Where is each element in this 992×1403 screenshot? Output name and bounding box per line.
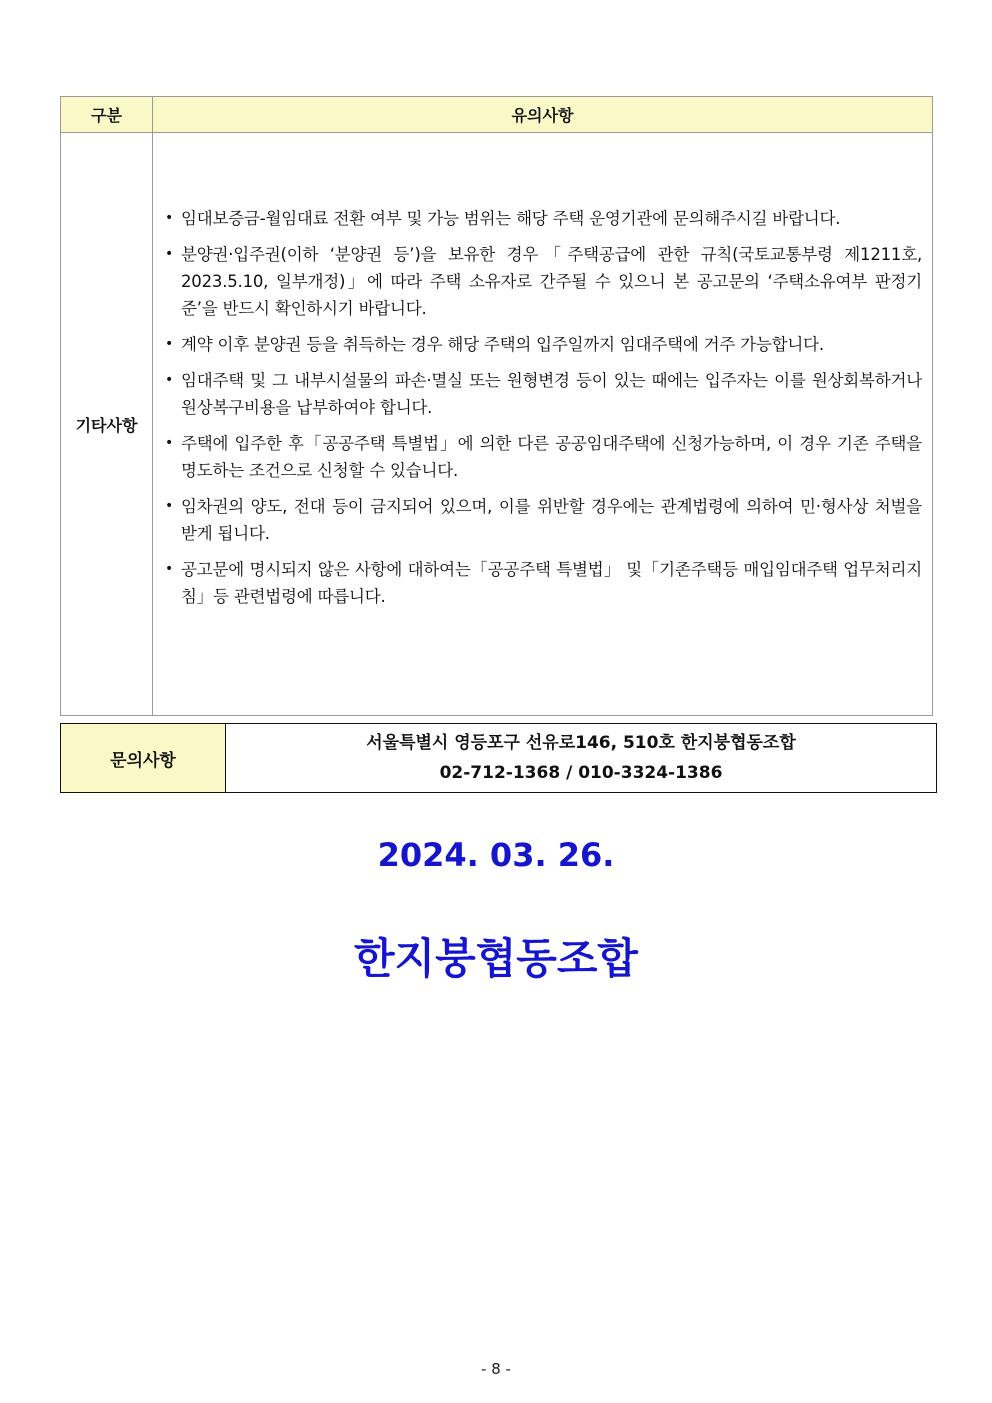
notes-list	[153, 133, 932, 610]
notice-date: 2024. 03. 26.	[377, 836, 615, 874]
page-number: - 8 -	[481, 1360, 511, 1378]
contact-table	[60, 723, 937, 793]
note-item: • 주택에 입주한 후「공공주택 특별법」에 의한 다른 공공임대주택에 신청가능하며, 이 경우 기존 주택을 명도하는 조건으로 신청할 수 있습니다.	[165, 430, 922, 484]
note-item: • 계약 이후 분양권 등을 취득하는 경우 해당 주택의 입주일까지 임대주택에 거주 가능합니다.	[165, 331, 922, 358]
contact-label: 문의사항	[61, 724, 226, 793]
note-item: • 임대주택 및 그 내부시설물의 파손·멸실 또는 원형변경 등이 있는 때에는 입주자는 이를 원상회복하거나 원상복구비용을 납부하여야 합니다.	[165, 367, 922, 421]
notice-table	[60, 96, 933, 716]
note-item: • 공고문에 명시되지 않은 사항에 대하여는「공공주택 특별법」 및「기존주택등 매입임대주택 업무처리지침」등 관련법령에 따릅니다.	[165, 556, 922, 610]
header-notes: 유의사항	[153, 97, 933, 133]
note-item: • 임차권의 양도, 전대 등이 금지되어 있으며, 이를 위반할 경우에는 관계법령에 의하여 민·형사상 처벌을 받게 됩니다.	[165, 493, 922, 547]
organization-name: 한지붕협동조합	[353, 934, 638, 983]
category-cell: 기타사항	[61, 133, 153, 716]
contact-info	[226, 724, 937, 793]
header-category: 구분	[61, 97, 153, 133]
note-item: • 분양권·입주권(이하 ‘분양권 등’)을 보유한 경우「주택공급에 관한 규칙(국토교통부령 제1211호, 2023.5.10, 일부개정)」에 따라 주택 소유자로 간주될 수 있으니 본 공고문의 ‘주택소유여부 판정기준’을 반드시 확인하시기 바랍니다.	[165, 241, 922, 322]
notes-cell	[153, 133, 933, 716]
contact-address: 서울특별시 영등포구 선유로146, 510호 한지붕협동조합	[366, 733, 796, 753]
contact-phones: 02-712-1368 / 010-3324-1386	[439, 763, 723, 783]
note-item: • 임대보증금-월임대료 전환 여부 및 가능 범위는 해당 주택 운영기관에 문의해주시길 바랍니다.	[165, 205, 922, 232]
